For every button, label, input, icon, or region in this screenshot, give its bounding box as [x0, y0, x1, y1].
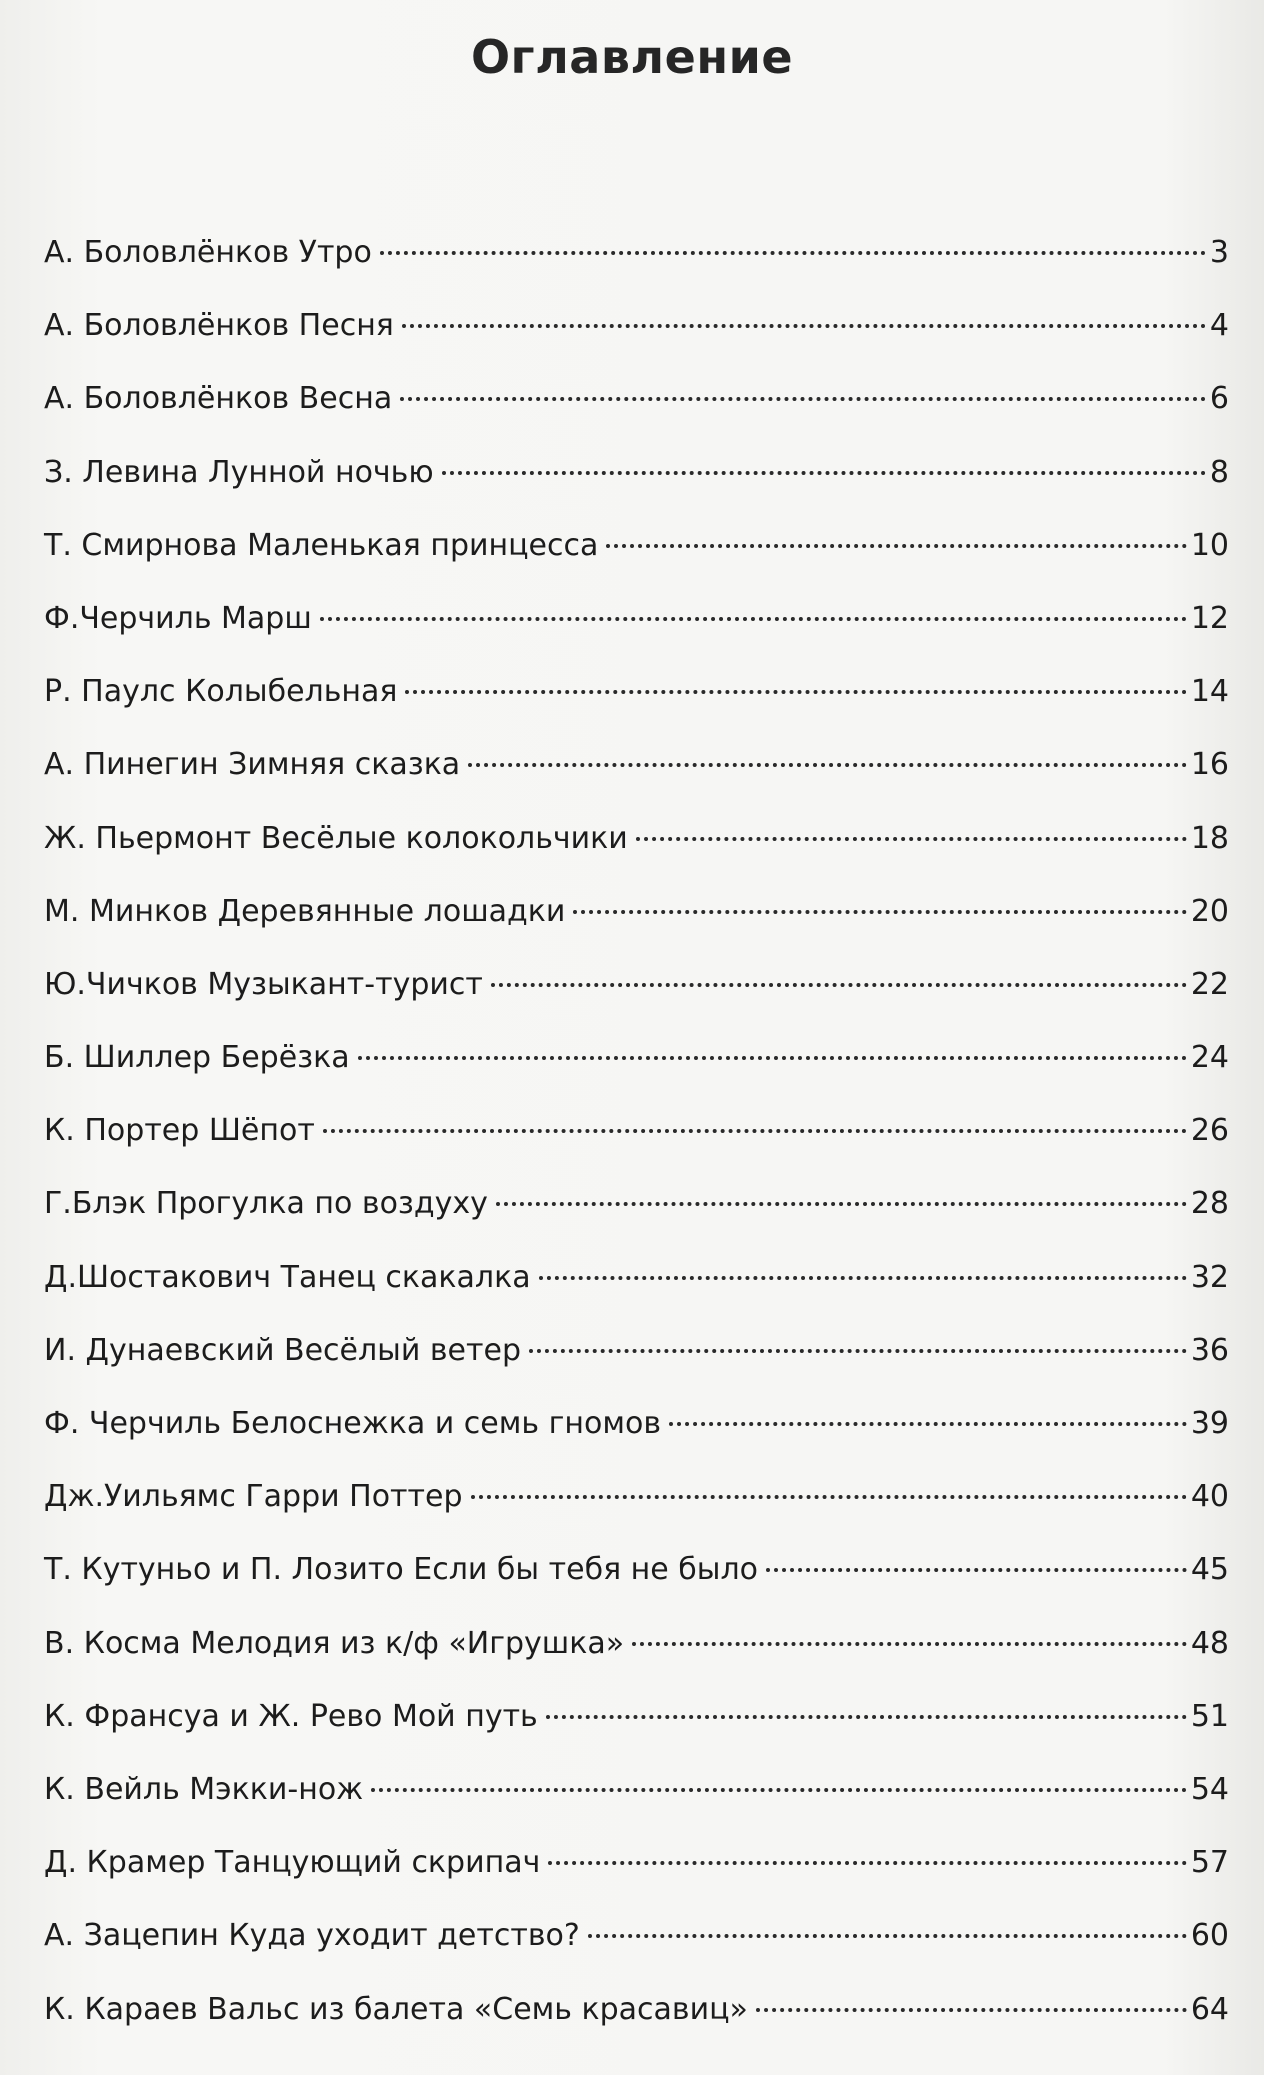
- toc-entry-title: М. Минков Деревянные лошадки: [44, 893, 566, 929]
- toc-entry-title: К. Караев Вальс из балета «Семь красавиц»: [44, 1991, 748, 2027]
- toc-entry-page-number: 28: [1190, 1186, 1229, 1222]
- toc-entry-page-number: 18: [1190, 820, 1229, 856]
- toc-entry-page-number: 10: [1190, 527, 1229, 563]
- dot-leader: [442, 471, 1206, 475]
- toc-entry-page-number: 3: [1209, 235, 1229, 270]
- toc-entry-page-number: 54: [1190, 1771, 1229, 1807]
- dot-leader: [400, 397, 1206, 401]
- toc-entry-title: Р. Паулс Колыбельная: [44, 674, 398, 710]
- dot-leader: [606, 544, 1186, 548]
- toc-entry-page-number: 36: [1190, 1332, 1229, 1368]
- dot-leader: [496, 1202, 1187, 1206]
- dot-leader: [573, 910, 1186, 914]
- toc-entry-title: Б. Шиллер Берёзка: [44, 1040, 350, 1076]
- dot-leader: [632, 1642, 1187, 1646]
- toc-entry-title: К. Франсуа и Ж. Рево Мой путь: [44, 1698, 538, 1734]
- toc-entry: [44, 1250, 1229, 1323]
- toc-entry-page-number: 12: [1190, 600, 1229, 636]
- dot-leader: [402, 324, 1206, 328]
- toc-entry-title: Ф.Черчиль Марш: [44, 600, 312, 636]
- dot-leader: [766, 1568, 1187, 1572]
- toc-entry-page-number: 57: [1190, 1845, 1229, 1881]
- toc-entry: [44, 1323, 1229, 1396]
- toc-entry-page-number: 4: [1209, 308, 1229, 344]
- toc-entry: [44, 591, 1229, 664]
- toc-entry-page-number: 60: [1190, 1918, 1229, 1954]
- toc-entry: [44, 298, 1229, 371]
- toc-entry-page-number: 16: [1190, 747, 1229, 783]
- toc-entry: [44, 225, 1229, 298]
- toc-entry-title: А. Боловлёнков Утро: [44, 235, 372, 270]
- toc-entry: [44, 1616, 1229, 1689]
- toc-entry: [44, 518, 1229, 591]
- toc-entry-page-number: 8: [1209, 454, 1229, 490]
- toc-entry: [44, 884, 1229, 957]
- dot-leader: [491, 983, 1187, 987]
- toc-entry-page-number: 14: [1190, 674, 1229, 710]
- toc-entry: [44, 737, 1229, 810]
- toc-entry: [44, 1103, 1229, 1176]
- toc-entry-title: Г.Блэк Прогулка по воздуху: [44, 1186, 488, 1222]
- toc-entry: [44, 1469, 1229, 1542]
- toc-entry-page-number: 45: [1190, 1552, 1229, 1588]
- toc-entry-title: Ж. Пьермонт Весёлые колокольчики: [44, 820, 628, 856]
- toc-entry-title: З. Левина Лунной ночью: [44, 454, 434, 490]
- dot-leader: [539, 1276, 1187, 1280]
- toc-entry: [44, 1030, 1229, 1103]
- dot-leader: [588, 1934, 1187, 1938]
- toc-entry-title: А. Боловлёнков Песня: [44, 308, 394, 344]
- table-of-contents: [44, 225, 1229, 2055]
- toc-entry-title: Д. Крамер Танцующий скрипач: [44, 1845, 541, 1881]
- toc-entry: [44, 1982, 1229, 2055]
- toc-entry-title: К. Портер Шёпот: [44, 1113, 315, 1149]
- dot-leader: [546, 1715, 1187, 1719]
- dot-leader: [669, 1422, 1187, 1426]
- toc-entry: [44, 1762, 1229, 1835]
- toc-entry-page-number: 6: [1209, 381, 1229, 417]
- toc-entry-title: В. Косма Мелодия из к/ф «Игрушка»: [44, 1625, 625, 1661]
- dot-leader: [405, 690, 1186, 694]
- toc-entry: [44, 1835, 1229, 1908]
- toc-entry-title: Ф. Черчиль Белоснежка и семь гномов: [44, 1406, 662, 1441]
- toc-entry-page-number: 20: [1190, 893, 1229, 929]
- toc-entry-page-number: 51: [1190, 1698, 1229, 1734]
- toc-entry: [44, 1908, 1229, 1981]
- toc-entry: [44, 445, 1229, 518]
- toc-entry-title: Т. Смирнова Маленькая принцесса: [44, 527, 599, 563]
- dot-leader: [756, 2008, 1187, 2012]
- toc-entry-title: И. Дунаевский Весёлый ветер: [44, 1332, 521, 1368]
- toc-entry: [44, 811, 1229, 884]
- toc-entry-page-number: 48: [1190, 1625, 1229, 1661]
- dot-leader: [358, 1056, 1187, 1060]
- toc-entry-page-number: 40: [1190, 1479, 1229, 1515]
- dot-leader: [471, 1495, 1187, 1499]
- dot-leader: [371, 1788, 1187, 1792]
- toc-entry-title: Дж.Уильямс Гарри Поттер: [44, 1479, 463, 1515]
- toc-entry: [44, 371, 1229, 444]
- dot-leader: [548, 1861, 1186, 1865]
- dot-leader: [380, 251, 1206, 255]
- toc-entry-title: Ю.Чичков Музыкант-турист: [44, 966, 483, 1002]
- dot-leader: [529, 1349, 1187, 1353]
- toc-entry: [44, 1542, 1229, 1615]
- toc-entry: [44, 1396, 1229, 1469]
- dot-leader: [468, 763, 1187, 767]
- toc-entry-title: Т. Кутуньо и П. Лозито Если бы тебя не было: [44, 1552, 758, 1588]
- toc-entry: [44, 1176, 1229, 1249]
- toc-entry: [44, 664, 1229, 737]
- page-title: Оглавление: [470, 30, 794, 84]
- toc-entry: [44, 1689, 1229, 1762]
- toc-entry-page-number: 24: [1190, 1040, 1229, 1076]
- dot-leader: [323, 1129, 1187, 1133]
- toc-entry-title: А. Пинегин Зимняя сказка: [44, 747, 461, 783]
- dot-leader: [636, 837, 1187, 841]
- toc-entry-page-number: 39: [1190, 1406, 1229, 1441]
- toc-entry-title: А. Зацепин Куда уходит детство?: [44, 1918, 580, 1954]
- dot-leader: [320, 617, 1187, 621]
- toc-entry: [44, 957, 1229, 1030]
- toc-entry-page-number: 22: [1190, 966, 1229, 1002]
- toc-entry-title: К. Вейль Мэкки-нож: [44, 1771, 364, 1807]
- toc-entry-page-number: 26: [1190, 1113, 1229, 1149]
- toc-entry-title: А. Боловлёнков Весна: [44, 381, 393, 417]
- toc-entry-page-number: 32: [1190, 1259, 1229, 1295]
- toc-entry-title: Д.Шостакович Танец скакалка: [44, 1259, 531, 1295]
- toc-entry-page-number: 64: [1190, 1991, 1229, 2027]
